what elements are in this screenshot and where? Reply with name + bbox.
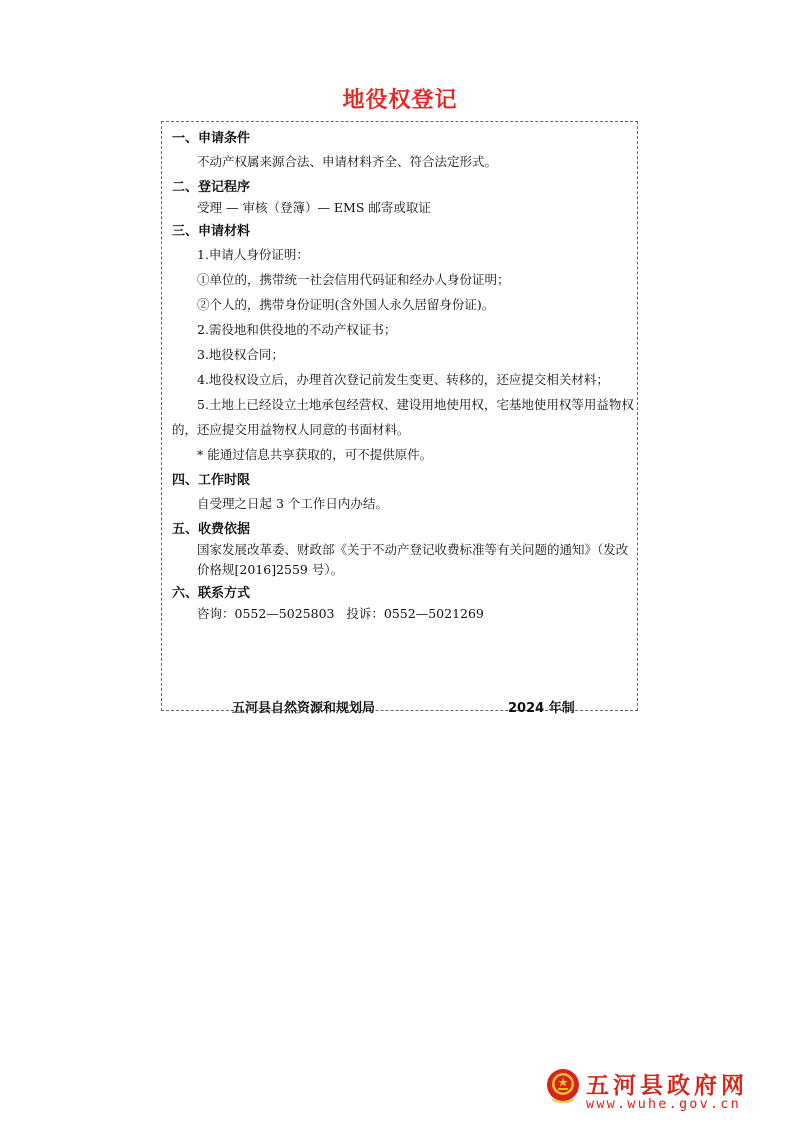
site-watermark	[545, 1065, 765, 1115]
site-name: 五河县政府网	[586, 1073, 748, 1099]
list-item: 3.地役权合同；	[197, 347, 284, 362]
list-item: ②个人的，携带身份证明(含外国人永久居留身份证)。	[197, 297, 495, 312]
list-item: 5.土地上已经设立土地承包经营权、建设用地使用权，宅基地使用权等用益物权的，还应提交用益物权人同意的书面材料。	[172, 397, 634, 437]
section-heading-time-limit: 四、工作时限	[172, 473, 251, 488]
list-item: 2.需役地和供役地的不动产权证书；	[197, 322, 397, 337]
site-url: www.wuhe.gov.cn	[586, 1096, 741, 1112]
content-box	[161, 121, 638, 716]
footer-organization: 五河县自然资源和规划局	[232, 701, 376, 716]
section-heading-materials: 三、申请材料	[172, 224, 251, 239]
content-body	[172, 129, 634, 624]
national-emblem-icon	[545, 1068, 581, 1104]
section-heading-contact: 六、联系方式	[172, 586, 251, 601]
paragraph: 不动产权属来源合法、申请材料齐全、符合法定形式。	[197, 154, 498, 169]
section-heading-conditions: 一、申请条件	[172, 131, 251, 146]
list-item-note: * 能通过信息共享获取的，可不提供原件。	[197, 447, 433, 462]
list-item: ①单位的，携带统一社会信用代码证和经办人身份证明；	[197, 272, 510, 287]
section-heading-procedure: 二、登记程序	[172, 180, 251, 195]
list-item: 1.申请人身份证明：	[197, 247, 309, 262]
list-item: 4.地役权设立后，办理首次登记前发生变更、转移的，还应提交相关材料；	[197, 372, 609, 387]
contact-info: 咨询：0552—5025803 投诉：0552—5021269	[197, 606, 484, 621]
section-heading-fee-basis: 五、收费依据	[172, 522, 251, 537]
footer-year: 2024 年制	[508, 701, 575, 716]
paragraph: 自受理之日起 3 个工作日内办结。	[197, 496, 388, 511]
page-title: 地役权登记	[342, 88, 458, 113]
paragraph: 国家发展改革委、财政部《关于不动产登记收费标准等有关问题的通知》（发改价格规[2016]2559 号）。	[197, 542, 629, 577]
paragraph: 受理 — 审核（登簿）— EMS 邮寄或取证	[197, 200, 431, 215]
